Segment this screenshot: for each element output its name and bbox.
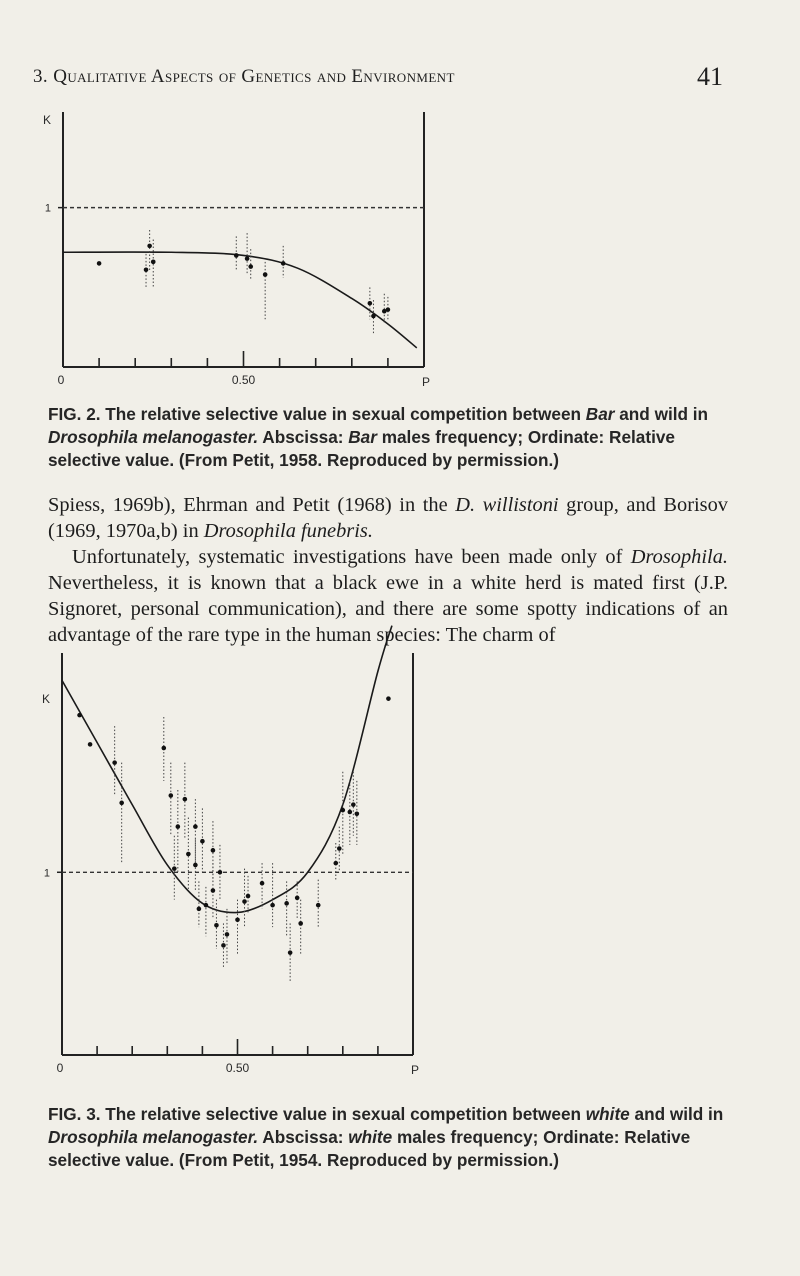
- data-point: [245, 256, 250, 261]
- y-axis-label: K: [42, 692, 51, 706]
- data-point: [225, 932, 230, 937]
- data-point: [355, 812, 360, 817]
- data-point: [77, 713, 82, 718]
- data-point: [112, 760, 117, 765]
- fitted-curve: [62, 626, 392, 913]
- data-point: [186, 852, 191, 857]
- data-point: [221, 943, 226, 948]
- x-tick-label: 0.50: [231, 373, 256, 387]
- data-point: [348, 810, 353, 815]
- data-point: [204, 903, 209, 908]
- data-point: [193, 824, 198, 829]
- data-point: [161, 746, 166, 751]
- data-point: [214, 923, 219, 928]
- data-point: [144, 267, 149, 272]
- x-tick-label: 0.50: [225, 1061, 250, 1075]
- figure-2-caption: FIG. 2. The relative selective value in sexual competition between Bar and wild in Drosophila melanogaster. Abscissa: Bar males frequency; Ordinate: Relative selective value. (From Petit, 1958. Reproduced by permission.): [48, 404, 709, 470]
- running-header: [33, 62, 723, 96]
- data-point: [281, 261, 286, 266]
- data-point: [172, 866, 177, 871]
- data-point: [147, 244, 152, 249]
- paragraph-2: Unfortunately, systematic investigations have been made only of Drosophila. Nevertheless, it is known that a black ewe in a white herd is mated first (J.P. Signoret, personal communication), and there are some spotty indications of an advantage of the rare type in the human species: The charm of: [48, 546, 728, 646]
- data-point: [242, 899, 247, 904]
- data-point: [248, 264, 253, 269]
- figure-2-chart: [0, 98, 800, 408]
- data-point: [211, 848, 216, 853]
- y-axis-label: K: [43, 113, 52, 127]
- data-point: [211, 888, 216, 893]
- data-point: [298, 921, 303, 926]
- x-axis-label: P: [410, 1063, 420, 1077]
- data-point: [368, 301, 373, 306]
- data-point: [316, 903, 321, 908]
- data-point: [235, 917, 240, 922]
- data-point: [88, 742, 93, 747]
- figure-3-caption: FIG. 3. The relative selective value in sexual competition between white and wild in Drosophila melanogaster. Abscissa: white males frequency; Ordinate: Relative selective value. (From Petit, 1954. Reproduced by permission.): [48, 1104, 724, 1170]
- data-point: [351, 802, 356, 807]
- paragraph-1: Spiess, 1969b), Ehrman and Petit (1968) in the D. willistoni group, and Borisov (1969, 1970a,b) in Drosophila funebris.: [48, 494, 729, 542]
- data-point: [260, 881, 265, 886]
- caption-label: FIG. 3.: [48, 1104, 101, 1124]
- data-point: [284, 901, 289, 906]
- data-point: [151, 260, 156, 265]
- y-tick-label: 1: [43, 867, 50, 880]
- data-point: [193, 863, 198, 868]
- data-point: [295, 896, 300, 901]
- data-point: [200, 839, 205, 844]
- data-point: [183, 797, 188, 802]
- data-point: [169, 793, 174, 798]
- data-point: [119, 801, 124, 806]
- data-point: [371, 314, 376, 319]
- fitted-curve: [63, 252, 417, 348]
- y-tick-label: 1: [44, 202, 51, 215]
- page-number: 41: [697, 62, 723, 91]
- data-point: [333, 861, 338, 866]
- data-point: [197, 907, 202, 912]
- data-point: [386, 696, 391, 701]
- body-text: [48, 492, 728, 648]
- data-point: [341, 808, 346, 813]
- data-point: [263, 272, 268, 277]
- data-point: [218, 870, 223, 875]
- figure-3-chart: [0, 645, 800, 1095]
- data-point: [288, 950, 293, 955]
- data-point: [97, 261, 102, 266]
- x-tick-label: 0: [57, 373, 65, 387]
- x-axis-label: P: [421, 375, 431, 389]
- x-tick-label: 0: [56, 1061, 64, 1075]
- data-point: [270, 903, 275, 908]
- running-title: 3. Qualitative Aspects of Genetics and Environment: [33, 66, 455, 87]
- caption-label: FIG. 2.: [48, 404, 101, 424]
- data-point: [246, 894, 251, 899]
- data-point: [176, 824, 181, 829]
- data-point: [234, 253, 239, 258]
- data-point: [337, 846, 342, 851]
- data-point: [386, 307, 391, 312]
